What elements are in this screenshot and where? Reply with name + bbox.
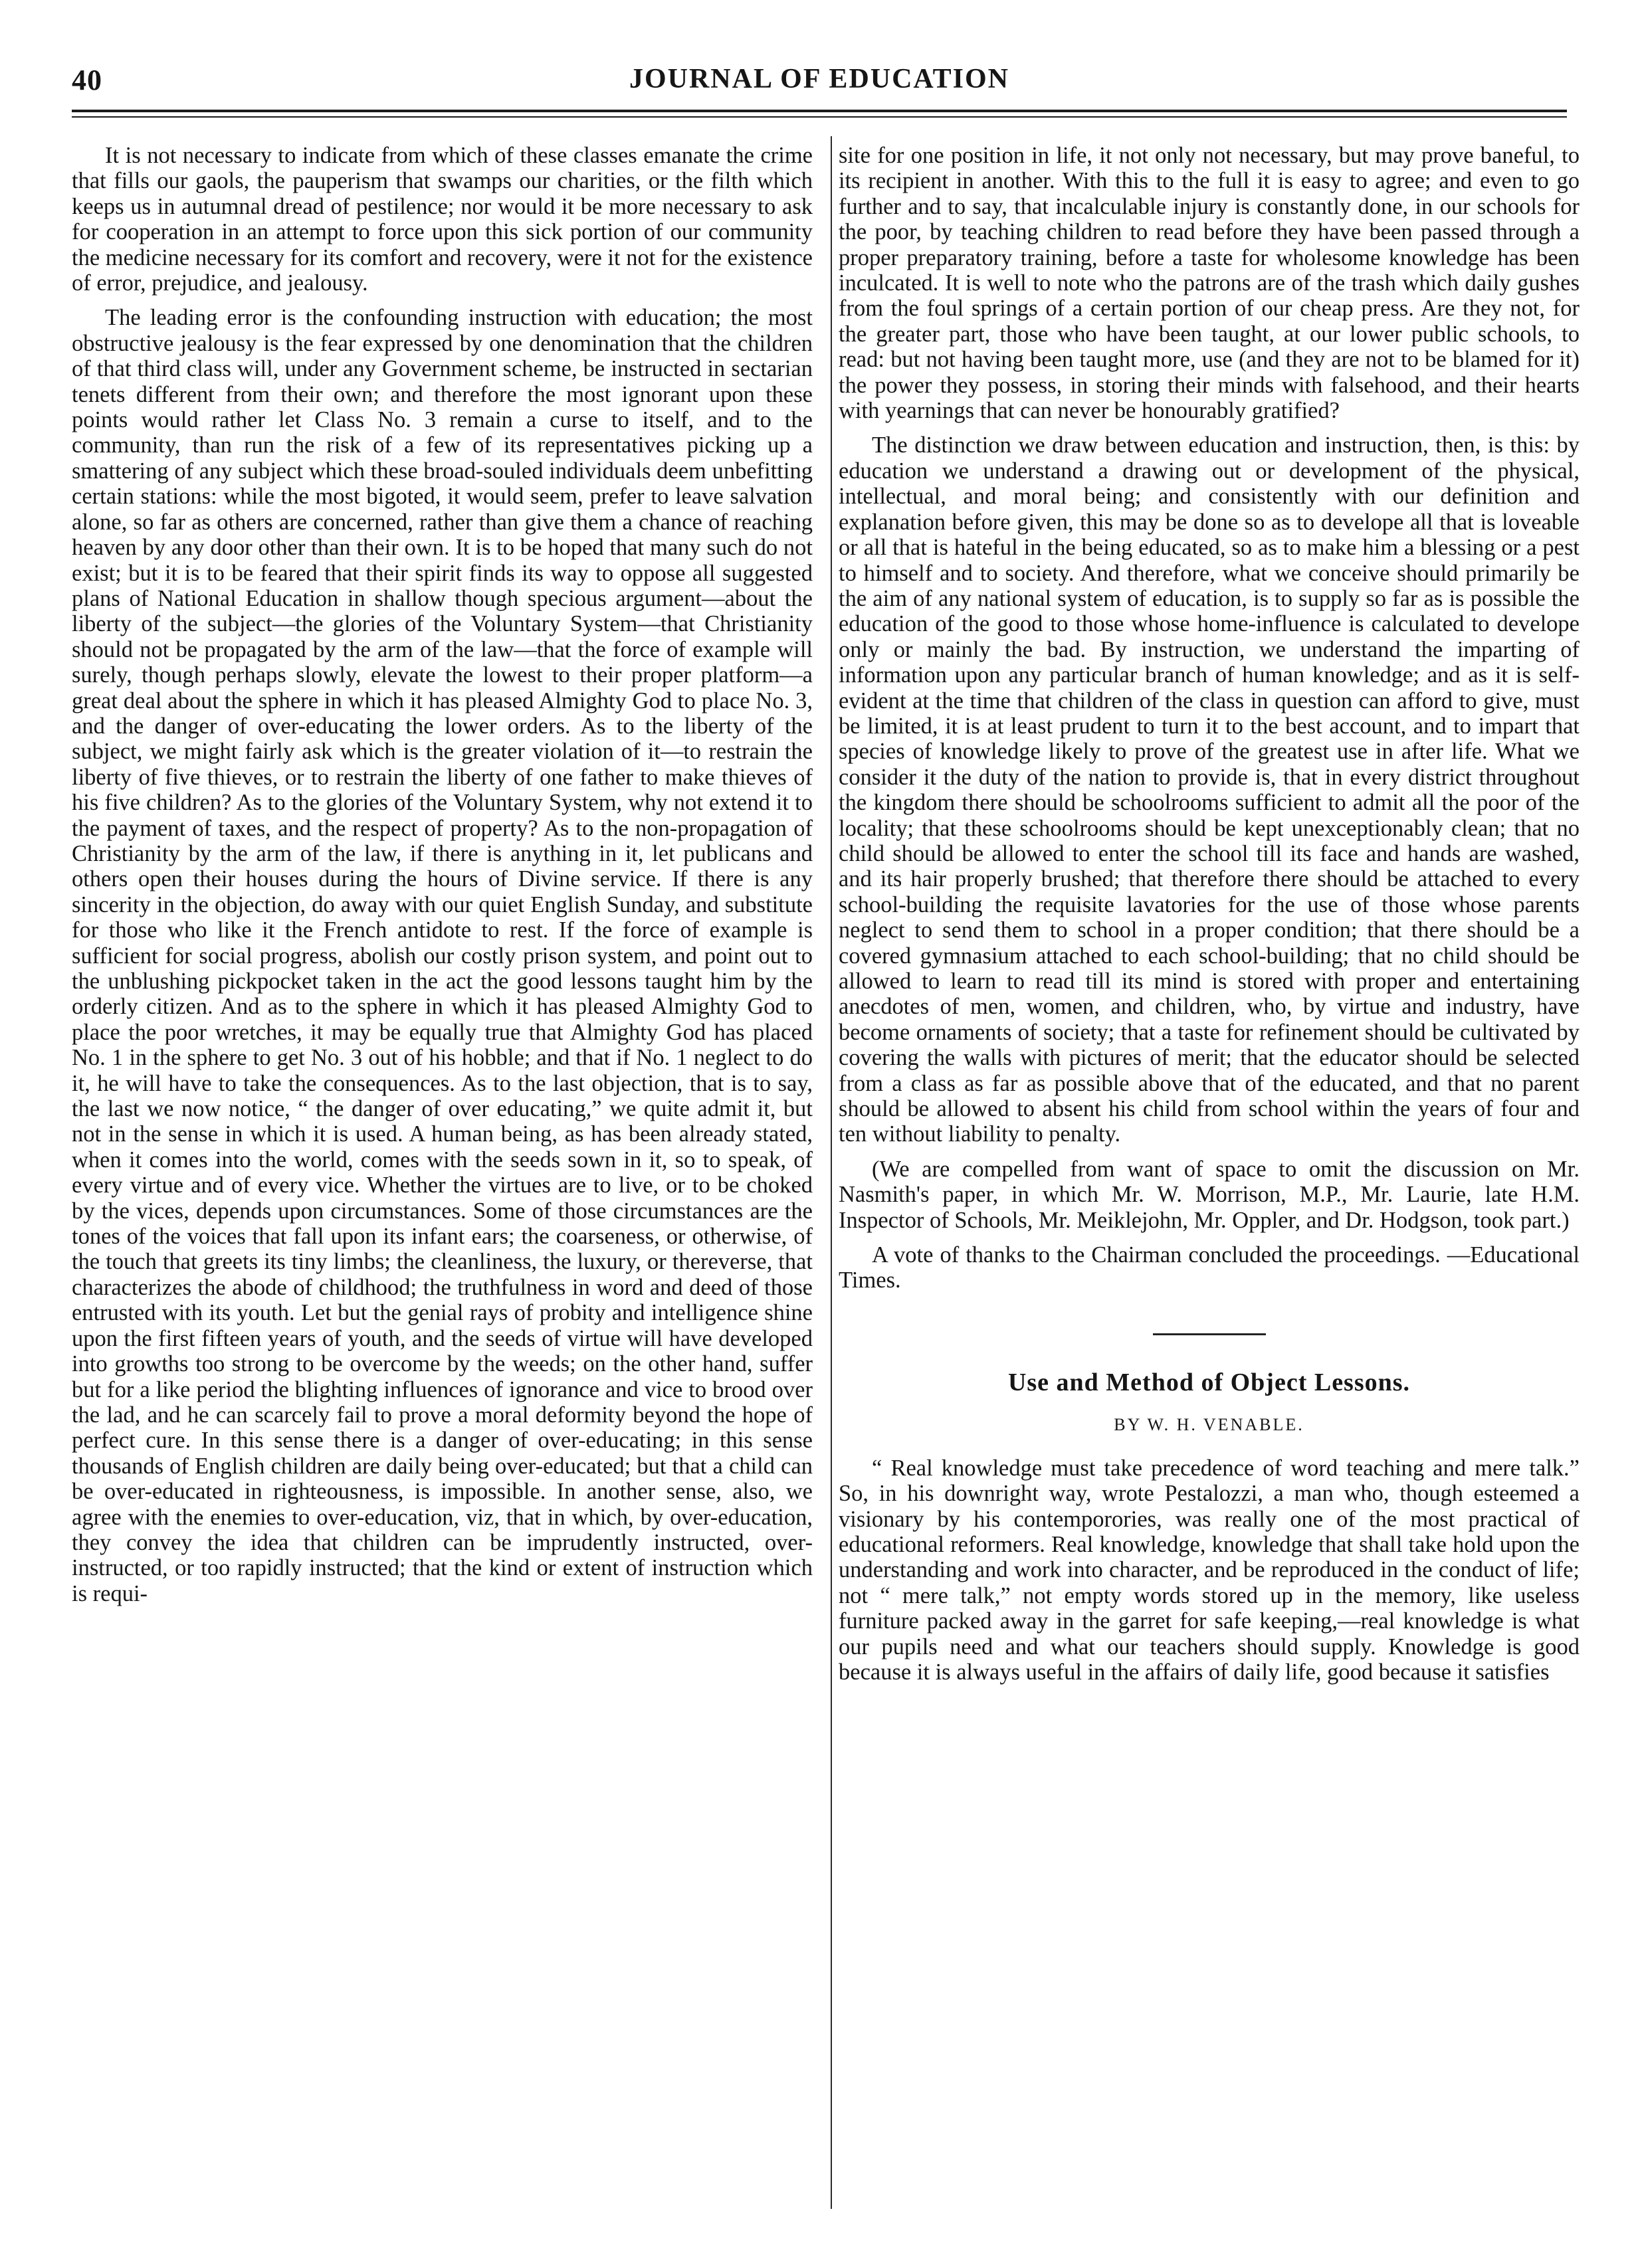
article-byline: BY W. H. VENABLE. bbox=[1114, 1415, 1304, 1435]
running-title: JOURNAL OF EDUCATION bbox=[629, 64, 1010, 94]
page-header bbox=[72, 63, 1567, 103]
header-rule-thin bbox=[72, 116, 1567, 118]
page-number: 40 bbox=[72, 64, 102, 96]
article-title: Use and Method of Object Lessons. bbox=[1007, 1368, 1411, 1396]
column-divider bbox=[831, 136, 832, 2209]
paragraph: site for one position in life, it not only not necessary, but may prove baneful, to its recipient in another. With this to the full it is easy to agree; and even to go further and to say, that incalculable injury is constantly done, in our schools for the poor, by teaching children to read before they have been passed through a proper preparatory training, before a taste for wholesome knowledge has been inculcated. It is well to note who the patrons are of the trash which daily gushes from the foul springs of a certain portion of our cheap press. Are they not, for the greater part, those who have been taught, at our lower public schools, to read: but not having been taught more, use (and they are not to be blamed for it) the power they possess, in storing their minds with falsehood, and their hearts with yearnings that can never be honourably gratified? bbox=[839, 143, 1580, 424]
paragraph: A vote of thanks to the Chairman concluded the proceedings. —Educational Times. bbox=[839, 1242, 1580, 1293]
header-rule-thick bbox=[72, 110, 1567, 112]
paragraph: It is not necessary to indicate from which of these classes emanate the crime that fills our gaols, the pauperism that swamps our charities, or the filth which keeps us in autumnal dread of pestilence; nor would it be more necessary to ask for cooperation in an attempt to force upon this sick portion of our community the medicine necessary for its comfort and recovery, were it not for the existence of error, prejudice, and jealousy. bbox=[72, 143, 813, 296]
paragraph: “ Real knowledge must take precedence of word teaching and mere talk.” So, in his downright way, wrote Pestalozzi, a man who, though esteemed a visionary by his contemporories, was really one of the most practical of educational reformers. Real knowledge, knowledge that shall take hold upon the understanding and work into character, and be reproduced in the conduct of life; not “ mere talk,” not empty words stored up in the memory, like useless furniture packed away in the garret for safe keeping,—real knowledge is what our pupils need and what our teachers should supply. Knowledge is good because it is always useful in the affairs of daily life, good because it satisfies bbox=[839, 1455, 1580, 1685]
section-separator bbox=[1153, 1333, 1266, 1335]
paragraph: The distinction we draw between education and instruction, then, is this: by education we understand a drawing out or development of the physical, intellectual, and moral being; and consistently with our definition and explanation before given, this may be done so as to develope all that is loveable or all that is hateful in the being educated, so as to make him a blessing or a pest to himself and to society. And therefore, what we conceive should primarily be the aim of any national system of education, is to supply so far as is possible the education of the good to those whose home-influence is calculated to develope only or mainly the bad. By instruction, we understand the imparting of information upon any particular branch of human knowledge; and as it is self-evident at the time that children of the class in question can afford to give, must be limited, it is at least prudent to turn it to the best account, and to impart that species of knowledge likely to prove of the greatest use in after life. What we consider it the duty of the nation to provide is, that in every district throughout the kingdom there should be schoolrooms sufficient to admit all the poor of the locality; that these schoolrooms should be kept unexceptionably clean; that no child should be allowed to enter the school till its face and hands are washed, and its hair properly brushed; that therefore there should be attached to every school-building the requisite lavatories for the use of those whose parents neglect to send them to school in a proper condition; that there should be a covered gymnasium attached to each school-building; that no child should be allowed to learn to read till its mind is stored with proper and entertaining anecdotes of men, women, and children, who, by virtue and industry, have become ornaments of society; that a taste for refinement should be cultivated by covering the walls with pictures of merit; that the educator should be selected from a class as far as possible above that of the educated, and that no parent should be allowed to absent his child from school within the years of four and ten without liability to penalty. bbox=[839, 432, 1580, 1147]
left-column bbox=[72, 143, 813, 2242]
paragraph: The leading error is the confounding instruction with education; the most obstructive jealousy is the fear expressed by one denomination that the children of that third class will, under any Government scheme, be instructed in sectarian tenets different from their own; and therefore the most ignorant upon these points would rather let Class No. 3 remain a curse to itself, and to the community, than run the risk of a few of its representatives picking up a smattering of any subject which these broad-souled individuals deem unbefitting certain stations: while the most bigoted, it would seem, prefer to leave salvation alone, so far as others are concerned, rather than give them a chance of reaching heaven by any door other than their own. It is to be hoped that many such do not exist; but it is to be feared that their spirit finds its way to oppose all suggested plans of National Education in shallow though specious argument—about the liberty of the subject—the glories of the Voluntary System—that Christianity should not be propagated by the arm of the law—that the force of example will surely, though perhaps slowly, elevate the lowest to their proper platform—a great deal about the sphere in which it has pleased Almighty God to place No. 3, and the danger of over-educating the lower orders. As to the liberty of the subject, we might fairly ask which is the greater violation of it—to restrain the liberty of five thieves, or to restrain the liberty of one father to make thieves of his five children? As to the glories of the Voluntary System, why not extend it to the payment of taxes, and the respect of property? As to the non-propagation of Christianity by the arm of the law, if there is anything in it, let publicans and others open their houses during the hours of Divine service. If there is any sincerity in the objection, do away with our quiet English Sunday, and substitute for those who like it the French antidote to rest. If the force of example is sufficient for social progress, abolish our costly prison system, and point out to the unblushing pickpocket taken in the act the good lessons taught him by the orderly citizen. And as to the sphere in which it has pleased Almighty God to place the poor wretches, it may be equally true that Almighty God has placed No. 1 in the sphere to get No. 3 out of his hobble; and that if No. 1 neglect to do it, he will have to take the consequences. As to the last objection, that is to say, the last we now notice, “ the danger of over educating,” we quite admit it, but not in the sense in which it is used. A human being, as has been already stated, when it comes into the world, comes with the seeds sown in it, so to speak, of every virtue and of every vice. Whether the virtues are to live, or to be choked by the vices, depends upon circumstances. Some of those circumstances are the tones of the voices that fall upon its infant ears; the coarseness, or otherwise, of the touch that greets its tiny limbs; the cleanliness, the luxury, or thereverse, that characterizes the abode of childhood; the truthfulness in word and deed of those entrusted with its youth. Let but the genial rays of probity and intelligence shine upon the first fifteen years of youth, and the seeds of virtue will have developed into growths too strong to be overcome by the weeds; on the other hand, suffer but for a like period the blighting influences of ignorance and vice to brood over the lad, and he can scarcely fail to prove a moral deformity beyond the hope of perfect cure. In this sense there is a danger of over-educating; in this sense thousands of English children are daily being over-educated; but that a child can be over-educated in righteousness, is impossible. In another sense, also, we agree with the enemies to over-education, viz, that in which, by over-education, they convey the idea that children can be imprudently instructed, over-instructed, or too rapidly instructed; that the kind or extent of instruction which is requi- bbox=[72, 305, 813, 1606]
right-column bbox=[839, 143, 1580, 2242]
paragraph: (We are compelled from want of space to omit the discussion on Mr. Nasmith's paper, in which Mr. W. Morrison, M.P., Mr. Laurie, late H.M. Inspector of Schools, Mr. Meiklejohn, Mr. Oppler, and Dr. Hodgson, took part.) bbox=[839, 1156, 1580, 1233]
